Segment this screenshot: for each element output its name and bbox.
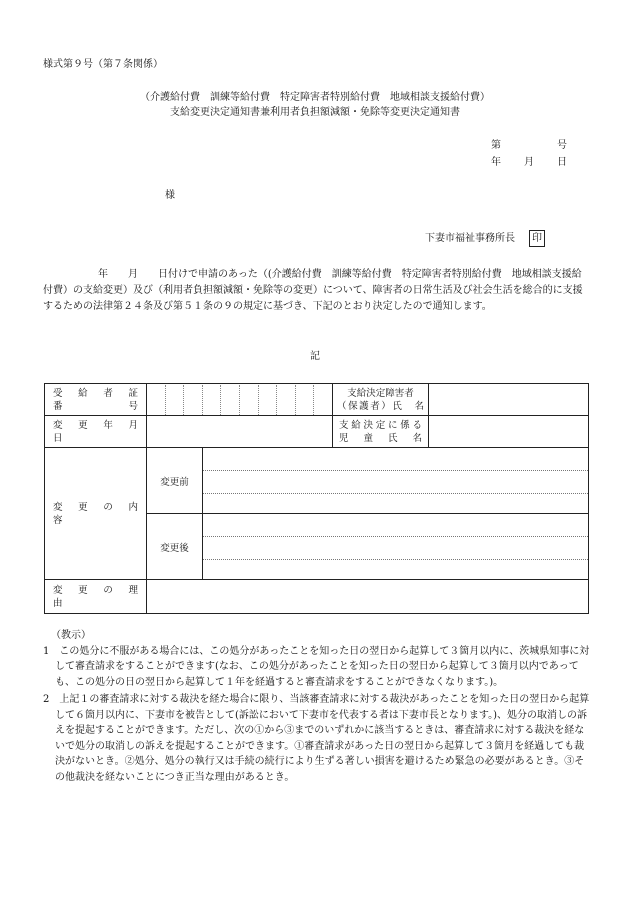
holder-name-label-1: 支給決定障害者 [347, 387, 414, 399]
after-field[interactable] [203, 514, 589, 580]
date-day: 日 [557, 157, 567, 168]
change-date-label: 変 更 年 月 日 [45, 416, 147, 448]
before-label: 変更前 [147, 448, 203, 514]
recipient-no-label [45, 384, 147, 416]
date-month: 月 [524, 157, 534, 168]
recipient-no-label-1: 受 給 者 証 [53, 387, 138, 399]
change-date-field[interactable] [147, 416, 333, 448]
recipient-no-label-2: 番 号 [53, 400, 138, 412]
change-content-label: 変 更 の 内 容 [45, 448, 147, 580]
recipient-suffix: 様 [165, 190, 175, 201]
holder-name-field[interactable] [429, 384, 589, 416]
issuer [425, 230, 545, 247]
ki-label: 記 [310, 351, 320, 362]
child-name-field[interactable] [429, 416, 589, 448]
date-year: 年 [491, 157, 501, 168]
note-item-1: 1 この処分に不服がある場合には、この処分があったことを知った日の翌日から起算して３箇月以内に、茨城県知事に対して審査請求をすることができます(なお、この処分があったことを知った日の翌日から起算して３箇月以内であっても、この処分の日の翌日から起算して１年を経過すると審査請求をすることができなくなります。)。 [43, 645, 590, 688]
before-field[interactable] [203, 448, 589, 514]
recipient-no-field[interactable] [147, 384, 333, 416]
notes-section [43, 628, 591, 787]
title-line-1: （介護給付費 訓練等給付費 特定障害者特別給付費 地域相談支援給付費） [140, 92, 490, 103]
doc-number-suffix: 号 [557, 140, 567, 151]
change-table [44, 383, 589, 614]
body-paragraph: 年 月 日付けで申請のあった（(介護給付費 訓練等給付費 特定障害者特別給付費 地域相談支援給付費）の支給変更）及び（利用者負担額減額・免除等の変更）について、障害者の日常生活及び社会生活を総合的に支援するための法律第２４条及び第５１条の９の規定に基づき、下記のとおり決定したので通知します。 [43, 269, 583, 312]
reason-field[interactable] [147, 580, 589, 614]
title-line-2: 支給変更決定通知書兼利用者負担額減額・免除等変更決定通知書 [170, 107, 460, 118]
form-number: 様式第９号（第７条関係） [43, 59, 163, 70]
reason-label: 変 更 の 理 由 [45, 580, 147, 614]
notes-heading: （教示） [51, 630, 91, 641]
issuer-name: 下妻市福祉事務所長 [425, 233, 515, 244]
holder-name-label [333, 384, 429, 416]
holder-name-label-2: （保護者）氏 名 [337, 400, 424, 412]
doc-number-prefix: 第 [491, 140, 501, 151]
seal-mark: 印 [529, 230, 545, 247]
child-name-label-1: 支給決定に係る [339, 419, 422, 431]
after-label: 変更後 [147, 514, 203, 580]
note-item-2: 2 上記１の審査請求に対する裁決を経た場合に限り、当該審査請求に対する裁決があったことを知った日の翌日から起算して６箇月以内に、下妻市を被告として(訴訟において下妻市を代表する者は下妻市長となります。)、処分の取消しの訴えを提起することができます。ただし、次の①から③までのいずれかに該当するときは、審査請求に対する裁決を経ないで処分の取消しの訴えを提起することができます。①審査請求があった日の翌日から起算して３箇月を経過しても裁決がないとき。②処分、処分の執行又は手続の続行により生ずる著しい損害を避けるため緊急の必要があるとき。③その他裁決を経ないことにつき正当な理由があるとき。 [43, 694, 590, 783]
child-name-label [333, 416, 429, 448]
child-name-label-2: 児 童 氏 名 [339, 432, 422, 444]
